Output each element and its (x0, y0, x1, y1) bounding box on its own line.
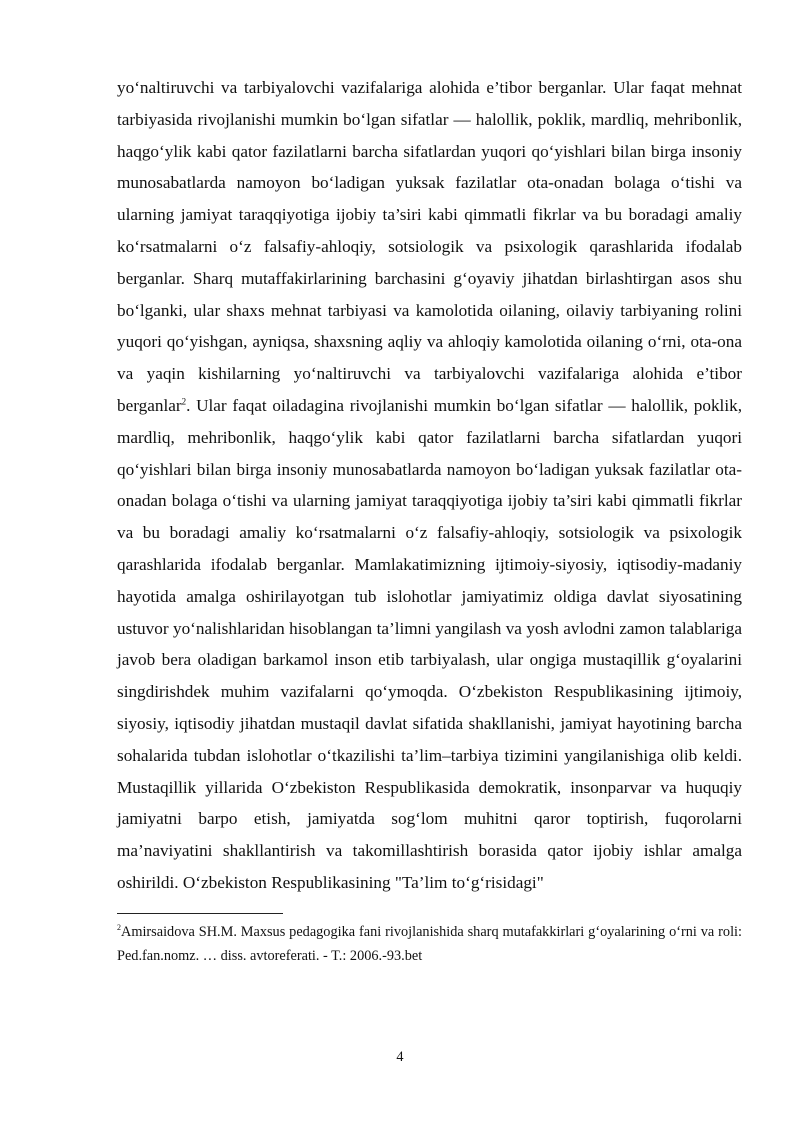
paragraph-text-part1: yo‘naltiruvchi va tarbiyalovchi vazifalariga alohida e’tibor berganlar. Ular faqat mehnat tarbiyasida rivojlanishi mumkin bo‘lgan sifatlar — halollik, poklik, mardliq, mehribonlik, haqgo‘ylik kabi qator fazilatlarni barcha sifatlardan yuqori qo‘yishlari bilan birga insoniy munosabatlarda namoyon bo‘ladigan yuksak fazilatlar ota-onadan bolaga o‘tishi va ularning jamiyat taraqqiyotiga ijobiy ta’siri kabi qimmatli fikrlar va bu boradagi amaliy ko‘rsatmalarni o‘z falsafiy-ahloqiy, sotsiologik va psixologik qarashlarida ifodalab berganlar. Sharq mutaffakirlarining barchasini g‘oyaviy jihatdan birlashtirgan asos shu bo‘lganki, ular shaxs mehnat tarbiyasi va kamolotida oilaning, oilaviy tarbiyaning rolini yuqori qo‘yishgan, ayniqsa, shaxsning aqliy va ahloqiy kamolotida oilaning o‘rni, ota-ona va yaqin kishilarning yo‘naltiruvchi va tarbiyalovchi vazifalariga alohida e’tibor berganlar (117, 78, 742, 415)
footnote-text: Amirsaidova SH.M. Maxsus pedagogika fani rivojlanishida sharq mutafakkirlari g‘oyalarining o‘rni va roli: Ped.fan.nomz. … diss. avtoreferati. - T.: 2006.-93.bet (117, 923, 742, 964)
footnote-marker: 2 (117, 922, 121, 932)
footnote (117, 920, 742, 968)
footnote-reference: 2 (181, 396, 187, 407)
page-number: 4 (396, 1049, 404, 1065)
footnote-separator (117, 913, 283, 914)
document-page (117, 72, 742, 968)
main-paragraph (117, 72, 742, 899)
paragraph-text-part2: . Ular faqat oiladagina rivojlanishi mumkin bo‘lgan sifatlar — halollik, poklik, mardliq, mehribonlik, haqgo‘ylik kabi qator fazilatlarni barcha sifatlardan yuqori qo‘yishlari bilan birga insoniy munosabatlarda namoyon bo‘ladigan yuksak fazilatlar ota-onadan bolaga o‘tishi va ularning jamiyat taraqqiyotiga ijobiy ta’siri kabi qimmatli fikrlar va bu boradagi amaliy ko‘rsatmalarni o‘z falsafiy-ahloqiy, sotsiologik va psixologik qarashlarida ifodalab berganlar. Mamlakatimizning ijtimoiy-siyosiy, iqtisodiy-madaniy hayotida amalga oshirilayotgan tub islohotlar jamiyatimiz oldiga davlat siyosatining ustuvor yo‘nalishlaridan hisoblangan ta’limni yangilash va yosh avlodni zamon talablariga javob bera oladigan barkamol inson etib tarbiyalash, ular ongiga mustaqillik g‘oyalarini singdirishdek muhim vazifalarni qo‘ymoqda. O‘zbekiston Respublikasining ijtimoiy, siyosiy, iqtisodiy jihatdan mustaqil davlat sifatida shakllanishi, jamiyat hayotining barcha sohalarida tubdan islohotlar o‘tkazilishi ta’lim–tarbiya tizimini yangilanishiga olib keldi. Mustaqillik yillarida O‘zbekiston Respublikasida demokratik, insonparvar va huquqiy jamiyatni barpo etish, jamiyatda sog‘lom muhitni qaror toptirish, fuqorolarni ma’naviyatini shakllantirish va takomillashtirish borasida qator ijobiy ishlar amalga oshirildi. O‘zbekiston Respublikasining "Ta’lim to‘g‘risidagi" (117, 395, 742, 892)
